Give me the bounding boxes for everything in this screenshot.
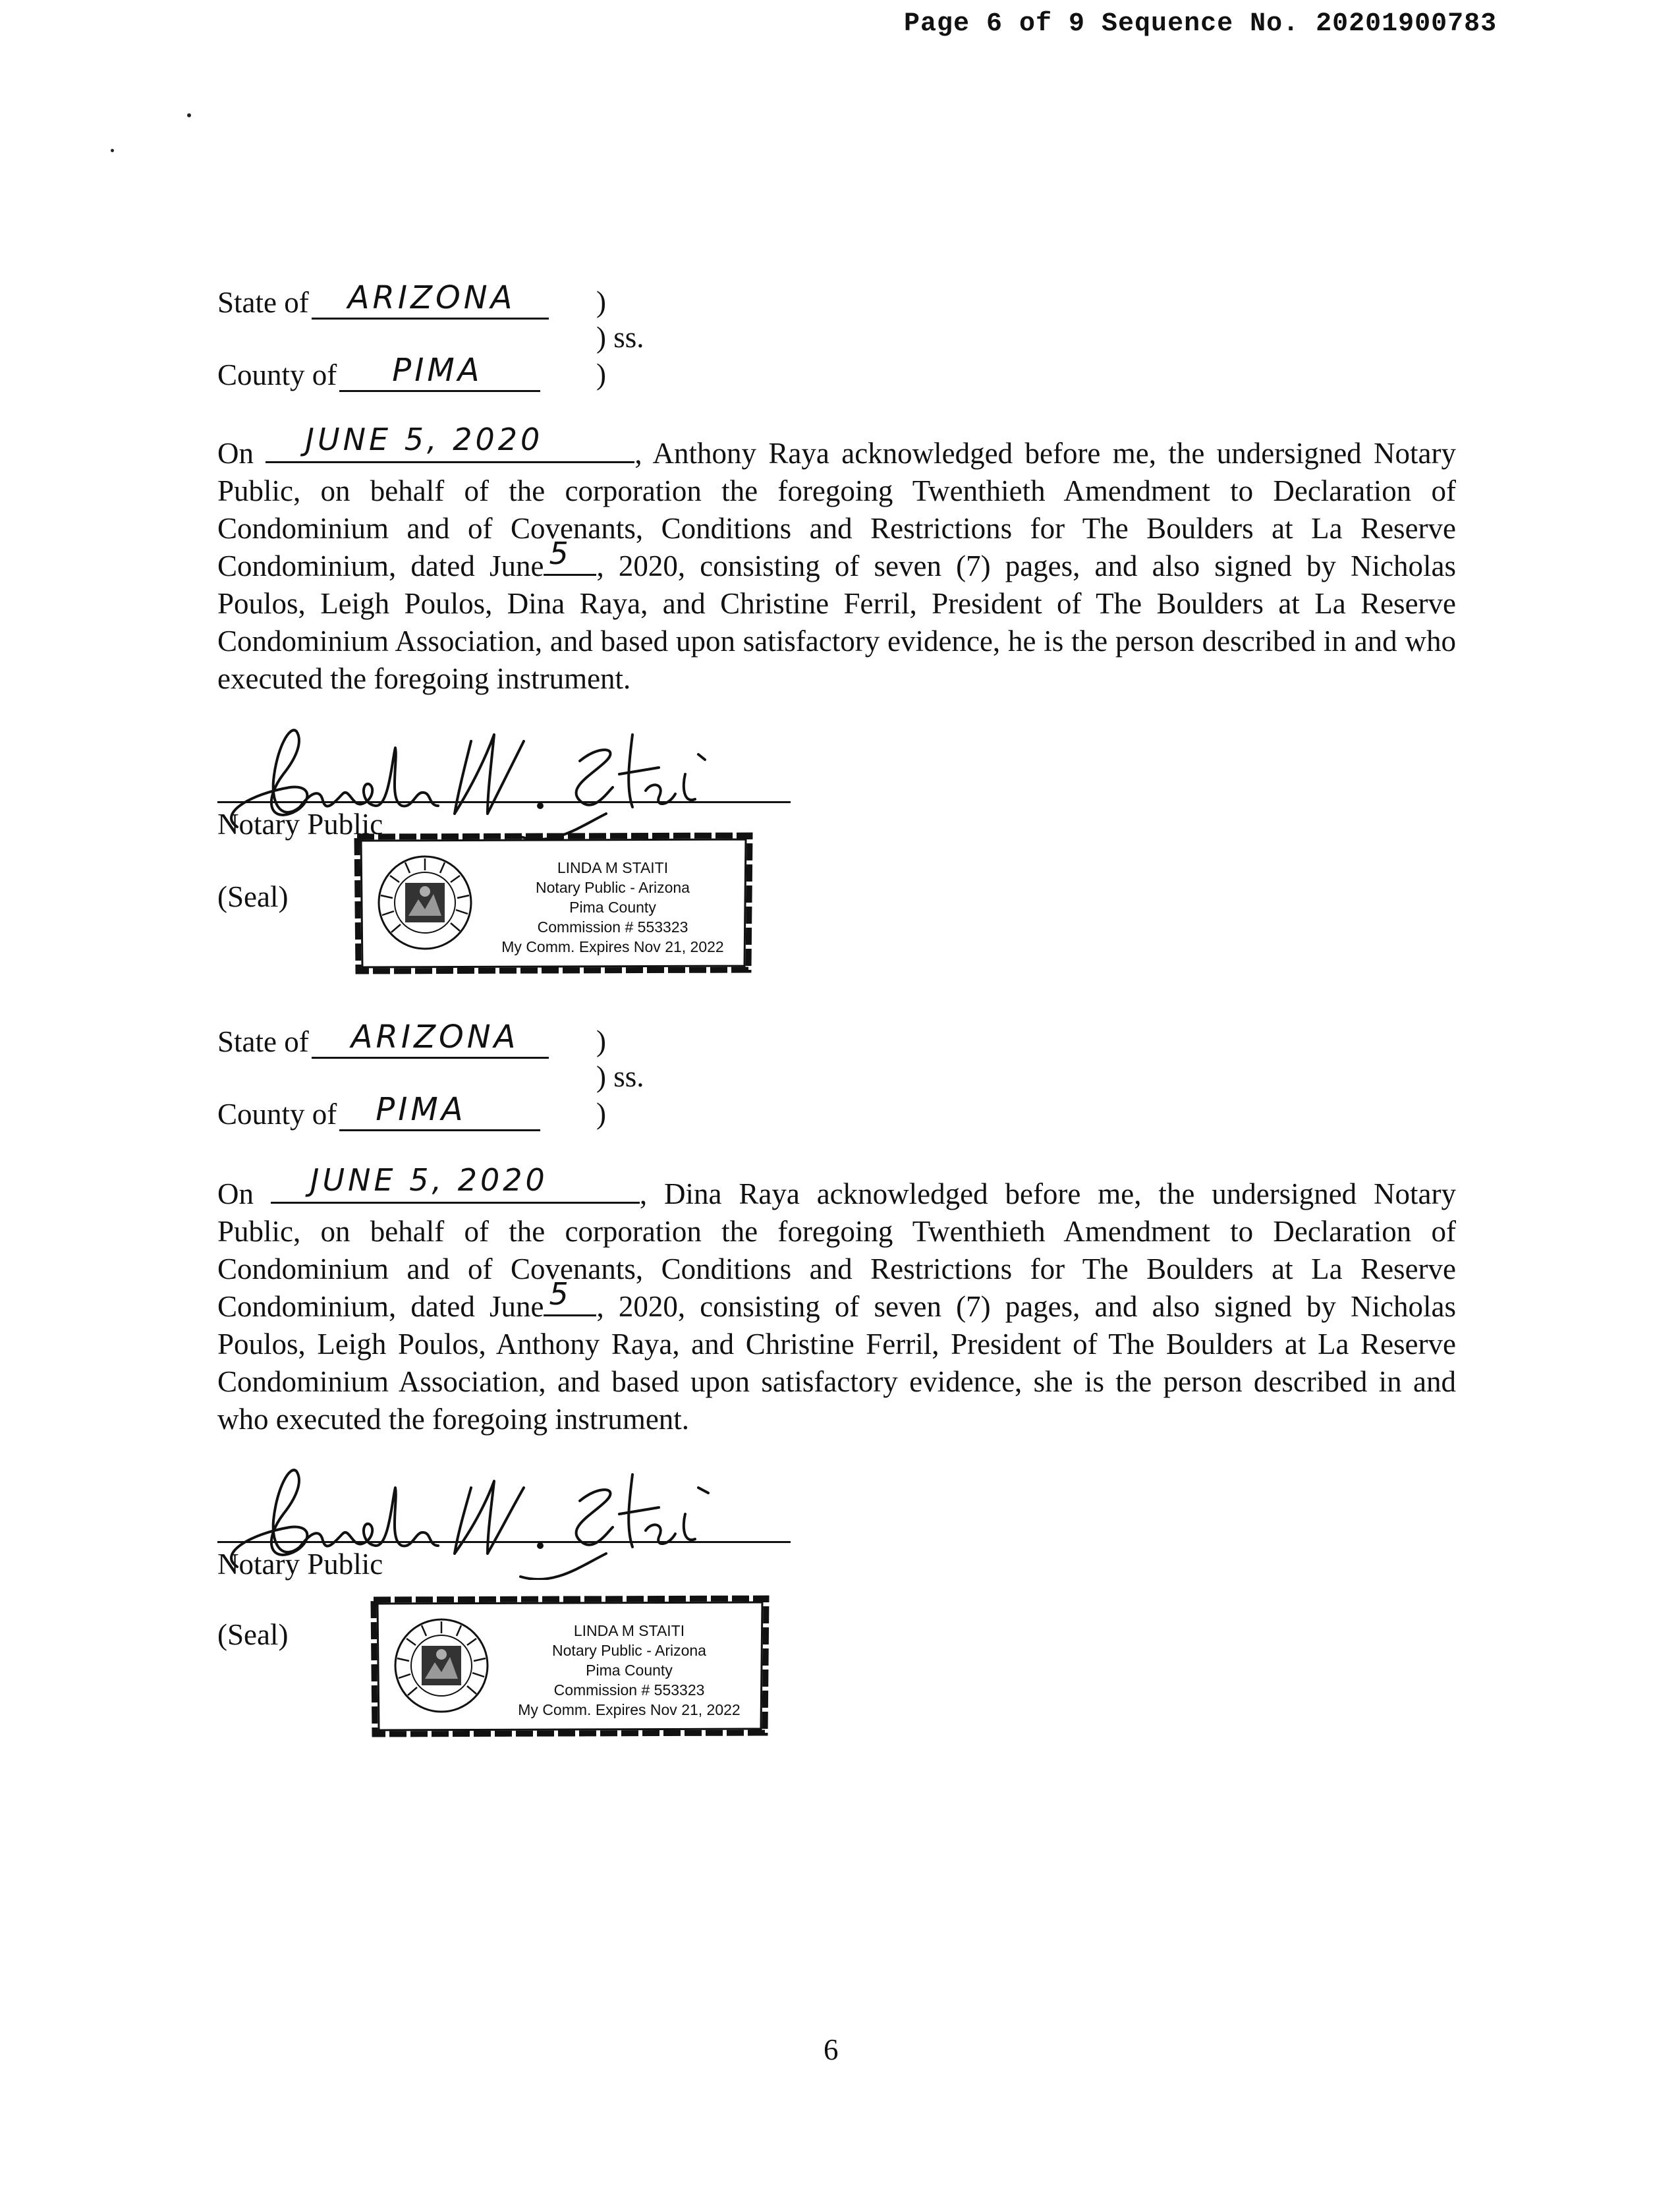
scan-speck	[187, 113, 191, 117]
acknowledgment-paragraph-2	[217, 1162, 1457, 1438]
stamp-text-block	[481, 858, 744, 957]
bracket-paren: )	[596, 285, 606, 318]
state-line	[217, 1019, 549, 1059]
notary-public-label-2: Notary Public	[217, 1548, 383, 1581]
arizona-great-seal-icon	[376, 853, 474, 952]
county-handwritten: PIMA	[392, 352, 483, 389]
stamp-notary-name: LINDA M STAITI	[573, 1622, 685, 1639]
stamp-expiration: My Comm. Expires Nov 21, 2022	[518, 1701, 741, 1718]
county-label: County of	[217, 358, 337, 391]
stamp-county: Pima County	[586, 1662, 673, 1679]
ss-mark: ) ss.	[596, 321, 644, 354]
acknowledgment-paragraph-1	[217, 422, 1456, 698]
county-blank	[339, 352, 540, 392]
state-label: State of	[217, 1025, 309, 1058]
stamp-notary-name: LINDA M STAITI	[557, 859, 669, 876]
state-blank	[312, 279, 549, 320]
state-handwritten: ARIZONA	[347, 279, 516, 316]
county-label: County of	[217, 1098, 337, 1131]
day-handwritten: 5	[549, 536, 569, 571]
arizona-great-seal-icon	[392, 1616, 491, 1715]
day-handwritten: 5	[549, 1276, 569, 1312]
ack-text-part-a: , Anthony Raya acknowledged before me, the undersigned Notary Public, on behalf of the corporation the foregoing Twenthieth Amendment to Declaration of Condominium and of Covenants, Conditions and Restrictions for The Boulders at La Reserve Condominium, dated June	[217, 437, 1456, 582]
scan-speck	[111, 149, 114, 152]
stamp-notary-title: Notary Public - Arizona	[552, 1642, 706, 1659]
stamp-commission: Commission # 553323	[553, 1681, 705, 1699]
county-blank	[339, 1091, 540, 1131]
signature-line-2	[217, 1539, 791, 1543]
stamp-expiration: My Comm. Expires Nov 21, 2022	[501, 938, 724, 955]
county-line	[217, 1091, 540, 1131]
notary-stamp-2	[366, 1593, 774, 1738]
day-blank	[544, 536, 596, 576]
venue-block-2	[217, 1019, 679, 1135]
page-number: 6	[824, 2033, 839, 2066]
stamp-county: Pima County	[569, 899, 656, 916]
seal-label-2: (Seal)	[217, 1618, 289, 1651]
state-handwritten: ARIZONA	[350, 1019, 519, 1055]
day-blank	[544, 1276, 596, 1316]
bracket-paren: )	[596, 358, 606, 391]
notary-public-label-1: Notary Public	[217, 808, 383, 841]
ack-text-part-b: , 2020, consisting of seven (7) pages, and also signed by Nicholas Poulos, Leigh Poulos, Anthony Raya, and Christine Ferril, President of The Boulders at La Reserve Condominium Association, and based upon satisfactory evidence, she is the person described in and who executed the foregoing instrument.	[217, 1290, 1456, 1436]
state-label: State of	[217, 286, 309, 319]
date-handwritten: JUNE 5, 2020	[310, 1162, 548, 1198]
date-blank	[266, 422, 634, 463]
notary-stamp-1	[349, 830, 758, 975]
bracket-paren: )	[596, 1097, 606, 1130]
stamp-text-block	[497, 1621, 761, 1720]
on-label: On	[217, 437, 254, 470]
county-line	[217, 352, 540, 392]
ss-mark: ) ss.	[596, 1060, 644, 1093]
state-line	[217, 279, 549, 320]
seal-label-1: (Seal)	[217, 880, 289, 913]
bracket-paren: )	[596, 1025, 606, 1057]
state-blank	[312, 1019, 549, 1059]
venue-block-1	[217, 279, 679, 395]
stamp-notary-title: Notary Public - Arizona	[536, 879, 690, 896]
on-label: On	[217, 1177, 254, 1210]
ack-text-part-b: , 2020, consisting of seven (7) pages, and also signed by Nicholas Poulos, Leigh Poulos, Dina Raya, and Christine Ferril, President of The Boulders at La Reserve Condominium Association, and based upon satisfactory evidence, he is the person described in and who executed the foregoing instrument.	[217, 549, 1456, 695]
date-handwritten: JUNE 5, 2020	[305, 422, 544, 457]
page-sequence-header: Page 6 of 9 Sequence No. 20201900783	[904, 9, 1498, 39]
stamp-commission: Commission # 553323	[537, 918, 688, 936]
ack-text-part-a: , Dina Raya acknowledged before me, the undersigned Notary Public, on behalf of the corporation the foregoing Twenthieth Amendment to Declaration of Condominium and of Covenants, Conditions and Restrictions for The Boulders at La Reserve Condominium, dated June	[217, 1177, 1457, 1323]
date-blank	[271, 1162, 640, 1204]
county-handwritten: PIMA	[376, 1091, 466, 1128]
signature-line-1	[217, 799, 791, 803]
